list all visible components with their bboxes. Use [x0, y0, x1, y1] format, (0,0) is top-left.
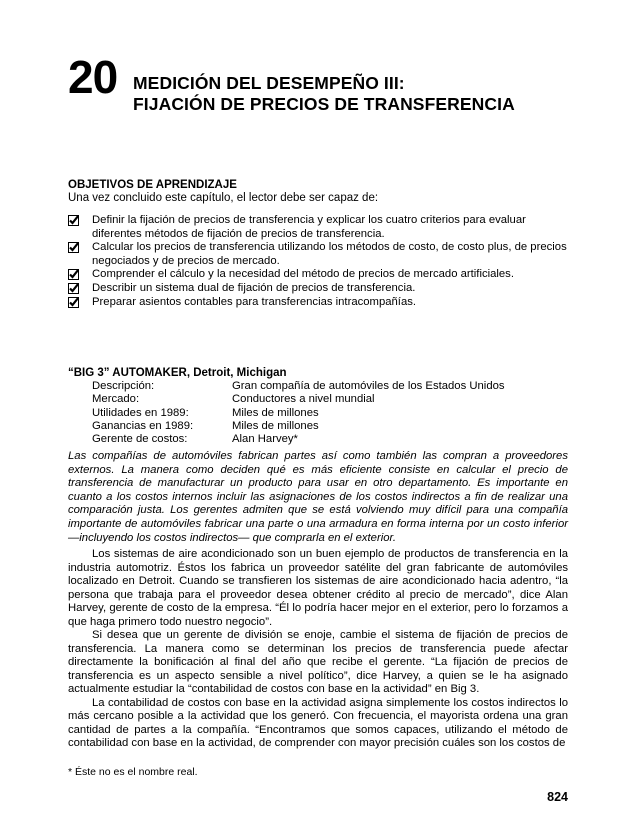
case-label: Descripción: — [92, 380, 155, 392]
check-box-icon — [68, 215, 79, 226]
case-details — [92, 380, 568, 446]
case-row — [92, 420, 568, 433]
check-box-icon — [68, 283, 79, 294]
case-value: Alan Harvey* — [232, 433, 298, 446]
objective-text: Describir un sistema dual de fijación de precios de transferencia. — [92, 281, 416, 294]
objective-text: Calcular los precios de transferencia utilizando los métodos de costo, de costo plus, de precios negociados y de precios de mercado. — [92, 241, 567, 267]
case-label: Mercado: — [92, 393, 140, 406]
objectives-list — [68, 214, 568, 309]
check-box-icon — [68, 269, 79, 280]
objective-text: Definir la fijación de precios de transferencia y explicar los cuatro criterios para evaluar diferentes métodos de fijación de precios de transferencia. — [92, 214, 526, 240]
case-value: Conductores a nivel mundial — [232, 393, 375, 406]
objective-item — [68, 241, 568, 268]
case-row — [92, 380, 568, 393]
body-paragraph: Los sistemas de aire acondicionado son un buen ejemplo de productos de transferencia en la industria automotriz. Éstos los fabrica un proveedor satélite del gran fabricante de automóviles localizado en Detroit. Cuando se transfieren los sistemas de aire acondicionado hacia adentro, “la persona que trabaja para el proveedor desea obtener crédito al precio de mercado”, dice Alan Harvey, gerente de costo de la empresa. “Él lo podría hacer mejor en el exterior, pero lo forzamos a que haga primero todo nuestro negocio”. — [68, 548, 568, 628]
body-text — [68, 548, 568, 751]
case-intro-paragraph: Las compañías de automóviles fabrican partes así como también las compran a proveedores externos. La manera como deciden qué es más eficiente consiste en calcular el precio de transferencia de manufacturar un producto para usar en otro departamento. Es importante en cuanto a los costos internos incluir las asignaciones de los costos indirectos a fin de realizar una comparación justa. Los gerentes admiten que se está volviendo muy difícil para una compañía importante de automóviles fabricar una parte o una armadura en forma interna por un costo inferior —incluyendo los costos indirectos— que comprarla en el exterior. — [68, 450, 568, 544]
case-label: Gerente de costos: — [92, 433, 188, 446]
objective-text: Comprender el cálculo y la necesidad del método de precios de mercado artificiales. — [92, 268, 514, 281]
body-paragraph: Si desea que un gerente de división se enoje, cambie el sistema de fijación de precios de transferencia. La manera como se determinan los precios de transferencia puede afectar directamente la bonificación al final del año que recibe el gerente. “La fijación de precios de transferencia es un aspecto sensible a nivel político”, dice Harvey, a quien se le ha asignado actualmente estudiar la “contabilidad de costos con base en la actividad” en Big 3. — [68, 629, 568, 695]
case-row — [92, 393, 568, 406]
check-box-icon — [68, 242, 79, 253]
case-row — [92, 407, 568, 420]
body-paragraph: La contabilidad de costos con base en la actividad asigna simplemente los costos indirectos lo más cercano posible a la actividad que los generó. Con frecuencia, el mayorista ordena una gran cantidad de partes a la compañía. “Encontramos que somos capaces, utilizando el método de contabilidad con base en la actividad, de comprender con mayor precisión cuáles son los costos de — [68, 696, 568, 749]
case-value: Gran compañía de automóviles de los Estados Unidos — [232, 380, 505, 392]
objective-item — [68, 214, 568, 241]
objective-text: Preparar asientos contables para transferencias intracompañías. — [92, 295, 417, 308]
objectives-heading: OBJETIVOS DE APRENDIZAJE — [68, 179, 237, 191]
objective-item — [68, 296, 568, 310]
objectives-intro: Una vez concluido este capítulo, el lector debe ser capaz de: — [68, 192, 379, 204]
case-study — [68, 366, 568, 446]
footnote: * Éste no es el nombre real. — [68, 766, 198, 778]
case-value: Miles de millones — [232, 419, 319, 432]
case-row — [92, 433, 568, 446]
chapter-title-line1: MEDICIÓN DEL DESEMPEÑO III: — [133, 73, 405, 93]
chapter-number: 20 — [68, 51, 118, 103]
chapter-title — [133, 73, 515, 115]
case-label: Utilidades en 1989: — [92, 406, 189, 419]
case-heading: “BIG 3” AUTOMAKER, Detroit, Michigan — [68, 367, 287, 379]
objective-item — [68, 268, 568, 282]
case-label: Ganancias en 1989: — [92, 419, 194, 432]
check-box-icon — [68, 297, 79, 308]
objective-item — [68, 282, 568, 296]
page-number: 824 — [547, 790, 568, 804]
chapter-title-line2: FIJACIÓN DE PRECIOS DE TRANSFERENCIA — [133, 94, 515, 114]
case-value: Miles de millones — [232, 406, 319, 419]
